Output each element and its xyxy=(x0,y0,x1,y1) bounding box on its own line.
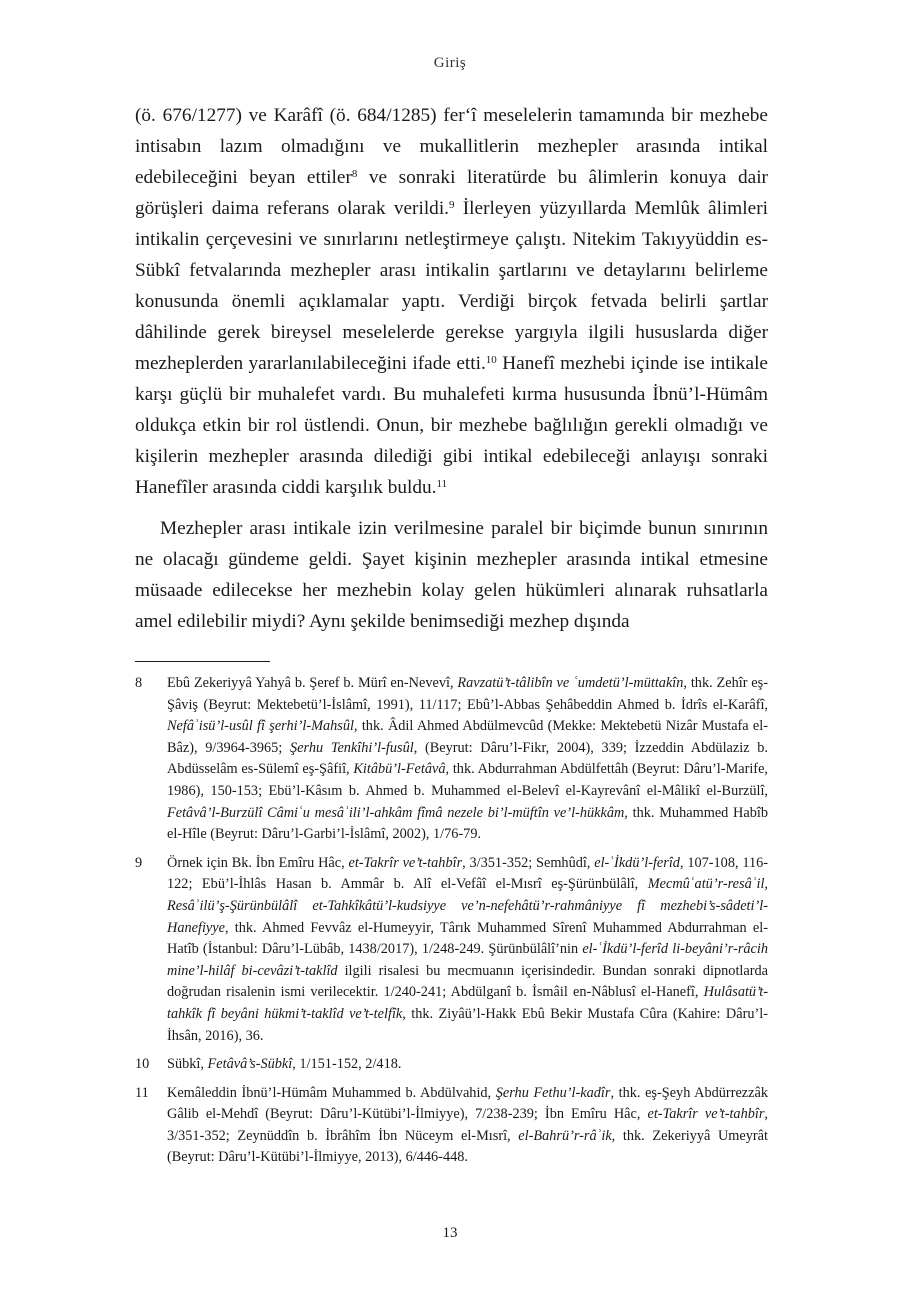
footnote-title: Fetâvâ’s-Sübkî xyxy=(207,1056,293,1073)
footnote-text xyxy=(167,1083,768,1169)
footnote-segment: , 1/151-152, 2/418. xyxy=(292,1056,402,1073)
footnote-segment: , thk. Ziyâü’l-Hakk Ebû Bekir Mustafa Cûra (Kahire: Dâru’l-İhsân, 2016), 36. xyxy=(167,1005,768,1044)
footnote-10 xyxy=(135,1054,768,1076)
footnote-title: Ravzatü’t-tâlibîn ve ʿumdetü’l-müttakîn xyxy=(457,675,684,691)
footnote-number: 11 xyxy=(135,1084,149,1101)
footnote-ref-10: 10 xyxy=(485,354,497,366)
footnote-title: et-Takrîr ve’t-tahbîr xyxy=(348,854,463,871)
footnote-text xyxy=(167,853,768,1047)
footnote-title: Şerhu Fethu’l-kadîr xyxy=(495,1084,611,1101)
paragraph-1 xyxy=(135,100,768,503)
footnote-text xyxy=(167,1054,768,1076)
footnote-8 xyxy=(135,673,768,846)
paragraph-1-text-d: Hanefî mezhebi içinde ise intikale karşı güçlü bir muhalefet vardı. Bu muhalefeti kırma hususunda İbnü’l-Hümâm oldukça etkin bir rol üstlendi. Onun, bir mezhebe bağlılığın gerekli olmadığı ve kişilerin mezhepler arasında dilediği gibi intikal edebileceği anlayışı sonraki Hanefîler arasında ciddi karşılık buldu. xyxy=(135,353,768,498)
footnotes xyxy=(135,673,768,1176)
footnote-segment: , thk. Âdil Ahmed Abdülmevcûd (Mekke: Mektebetü Nizâr Mustafa el-Bâz), 9/3964-3965; xyxy=(167,718,768,756)
footnote-title: el-ʿİkdü’l-ferîd xyxy=(594,854,680,871)
footnote-ref-8: 8 xyxy=(351,168,358,180)
footnote-separator xyxy=(135,661,270,662)
footnote-title: Nefâʾisü’l-usûl fî şerhi’l-Mahsûl xyxy=(167,718,354,735)
footnote-segment: , thk. Zehîr eş-Şâviş (Beyrut: Mektebetü’l-İslâmî, 1991), 11/117; Ebû’l-Abbas Şehâbeddin Ahmed b. İdrîs el-Karâfî, xyxy=(167,675,768,713)
footnote-title: Hulâsatü’t-tahkîk fî beyâni hükmi’t-taklîd ve’t-telfîk xyxy=(167,984,768,1022)
footnote-number: 10 xyxy=(135,1056,150,1073)
footnote-segment: , thk. Muhammed Habîb el-Hîle (Beyrut: Dâru’l-Garbi’l-İslâmî, 2002), 1/76-79. xyxy=(167,804,768,843)
footnote-ref-9: 9 xyxy=(449,199,455,211)
footnote-segment: Sübkî, xyxy=(167,1056,208,1073)
footnote-number: 8 xyxy=(135,675,143,691)
footnote-segment: , 3/351-352; Semhûdî, xyxy=(462,854,595,871)
footnote-segment: Kemâleddin İbnü’l-Hümâm Muhammed b. Abdülvahid, xyxy=(167,1084,496,1101)
footnote-number: 9 xyxy=(135,854,143,871)
footnote-segment: Ebû Zekeriyyâ Yahyâ b. Şeref b. Mürî en-Nevevî, xyxy=(167,675,458,691)
footnote-segment: , thk. eş-Şeyh Abdürrezzâk Gâlib el-Mehdî (Beyrut: Dâru’l-Kütübi’l-İlmiyye), 7/238-239; İbn Emîru Hâc, xyxy=(167,1084,768,1123)
footnote-ref-11: 11 xyxy=(436,478,448,490)
footnote-segment: , 3/351-352; Zeynüddîn b. İbrâhîm İbn Nüceym el-Mısrî, xyxy=(167,1106,768,1144)
paragraph-1-text-a: (ö. 676/1277) ve Karâfî (ö. 684/1285) fer‘î meselelerin tamamında bir mezhebe intisabın lazım olmadığını ve mukallitlerin mezhepler arasında intikal edebileceğini beyan ettiler xyxy=(135,105,768,188)
footnote-segment: ilgili risalesi bu mecmuanın içerisindedir. Bundan sonraki dipnotlarda doğrudan risalenin ismi verilecektir. 1/240-241; Abdülganî b. İsmâil en-Nâblusî el-Hanefî, xyxy=(167,962,768,1001)
page-number: 13 xyxy=(442,1225,458,1241)
footnote-segment: , 107-108, 116-122; Ebü’l-İhlâs Hasan b. Ammâr b. Alî el-Vefâî el-Mısrî eş-Şürünbülâlî, xyxy=(167,854,769,893)
footnote-segment: thk. Zekeriyyâ Umeyrât (Beyrut: Dâru’l-Kütübi’l-İlmiyye, 2013), 6/446-448. xyxy=(167,1127,768,1166)
footnote-11 xyxy=(135,1083,768,1169)
footnote-text xyxy=(167,673,768,846)
paragraph-2: Mezhepler arası intikale izin verilmesine paralel bir biçimde bunun sınırının ne olacağı gündeme geldi. Şayet kişinin mezhepler arasında intikal etmesine müsaade edilecekse her mezhebin kolay gelen hükümleri alınarak ruhsatlarla amel edilebilir miydi? Aynı şekilde benimsediği mezhep dışında xyxy=(135,518,768,632)
footnote-segment: , thk. Abdurrahman Abdülfettâh (Beyrut: Dâru’l-Marife, 1986), 150-153; Ebü’l-Kâsım b. Ahmed b. Muhammed el-Belevî el-Kayrevânî el-Mâlikî el-Burzülî, xyxy=(167,761,768,799)
footnote-title: et-Takrîr ve’t-tahbîr xyxy=(647,1106,765,1123)
footnote-title: el-Bahrü’r-râʾik, xyxy=(518,1127,616,1144)
footnote-9 xyxy=(135,853,768,1047)
footnote-title: Kitâbü’l-Fetâvâ xyxy=(353,761,446,778)
running-head: Giriş xyxy=(433,55,467,71)
footnote-segment: , (Beyrut: Dâru’l-Fikr, 2004), 339; İzzeddin Abdülaziz b. Abdüsselâm es-Sülemî eş-Şâfiî, xyxy=(167,739,768,778)
footnote-title: Mecmûʿatü’r-resâʾil, Resâʾilü’ş-Şürünbülâlî et-Tahkîkâtü’l-kudsiyye ve’n-nefehâtü’r-rahmâniyye fî mezhebi’s-sâdeti’l-Hanefiyye xyxy=(167,876,768,936)
paragraph-1-text-c: İlerleyen yüzyıllarda Memlûk âlimleri intikalin çerçevesini ve sınırlarını netleştirmeye çalıştı. Nitekim Takıyyüddin es-Sübkî fetvalarında mezhepler arası intikalin şartlarını ve detaylarını belirleme konusunda önemli açıklamalar yaptı. Verdiği birçok fetvada belirli şartlar dâhilinde gerek bireysel meselelerde gerekse yargıyla ilgili hususlarda diğer mezheplerden yararlanılabileceğini ifade etti. xyxy=(135,198,768,374)
main-text xyxy=(135,100,768,637)
footnote-segment: Örnek için Bk. İbn Emîru Hâc, xyxy=(167,854,349,871)
footnote-title: Şerhu Tenkîhi’l-fusûl xyxy=(290,739,414,756)
footnote-title: Fetâvâ’l-Burzülî Câmiʿu mesâʾili’l-ahkâm fîmâ nezele bi’l-müftîn ve’l-hükkâm xyxy=(167,804,625,821)
paragraph-1-text-b: ve sonraki literatürde bu âlimlerin konuya dair görüşleri daima referans olarak verildi. xyxy=(135,167,768,219)
footnote-title: el-ʿİkdü’l-ferîd li-beyâni’r-râcih mine’l-hilâf bi-cevâzi’t-taklîd xyxy=(167,941,769,979)
footnote-segment: , thk. Ahmed Fevvâz el-Humeyyir, Târık Muhammed Sîrenî Muhammed Abdurrahman el-Hatîb (İstanbul: Dâru’l-Lübâb, 1438/2017), 1/248-249. Şürünbülâlî’nin xyxy=(167,919,768,958)
